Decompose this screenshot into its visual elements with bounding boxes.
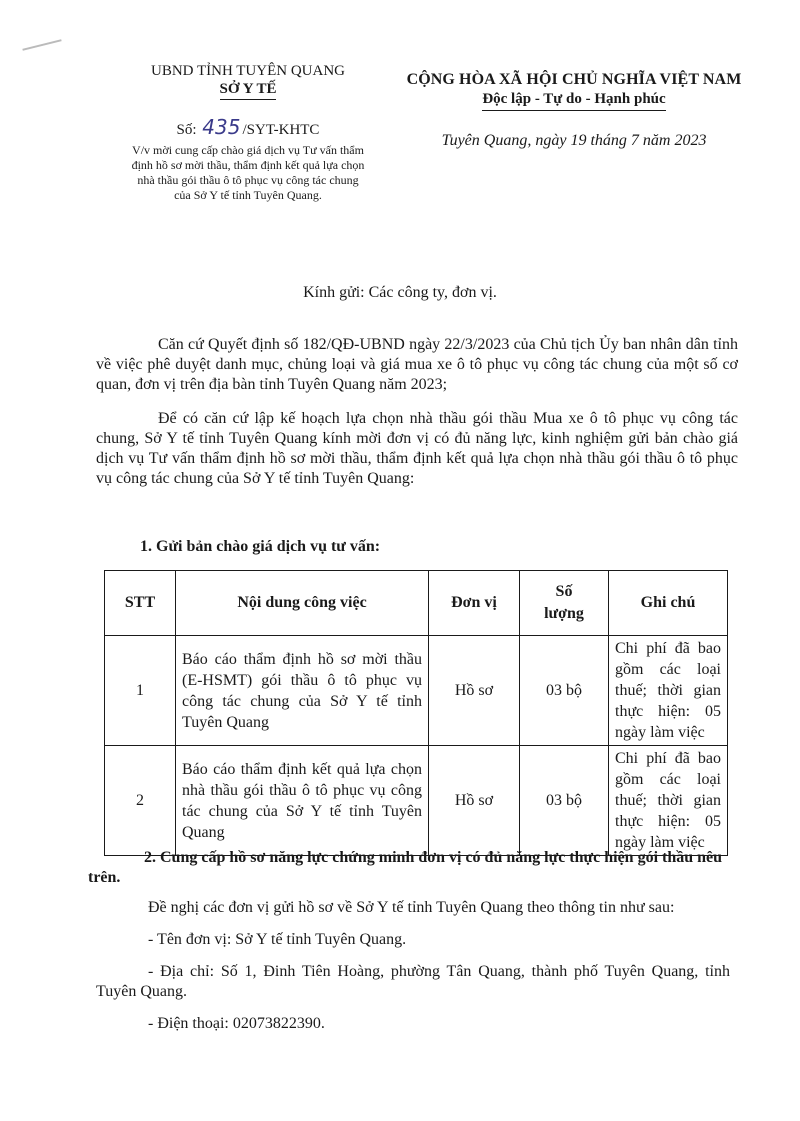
table-row (105, 746, 728, 856)
section-1-title: 1. Gửi bản chào giá dịch vụ tư vấn: (140, 538, 381, 555)
contact-phone: - Điện thoại: 02073822390. (148, 1015, 325, 1032)
motto: Độc lập - Tự do - Hạnh phúc (482, 90, 665, 111)
nation-block (384, 70, 764, 151)
doc-number-suffix: /SYT-KHTC (242, 122, 320, 138)
header-note: Ghi chú (609, 571, 728, 636)
contact-info (96, 898, 730, 1046)
issue-date: Tuyên Quang, ngày 19 tháng 7 năm 2023 (441, 132, 707, 149)
handwritten-number: 435 (202, 115, 241, 139)
request-text: Đề nghị các đơn vị gửi hồ sơ về Sở Y tế tỉnh Tuyên Quang theo thông tin như sau: (148, 899, 675, 916)
cell-note: Chi phí đã bao gồm các loại thuế; thời gian thực hiện: 05 ngày làm việc (609, 746, 728, 856)
table-header-row (105, 571, 728, 636)
issuer-block (130, 62, 366, 203)
contact-unit: - Tên đơn vị: Sở Y tế tỉnh Tuyên Quang. (148, 931, 407, 948)
scan-mark (22, 39, 61, 51)
doc-number-prefix: Số: (176, 122, 197, 138)
header-stt: STT (105, 571, 176, 636)
cell-stt: 1 (105, 636, 176, 746)
cell-quantity: 03 bộ (520, 746, 609, 856)
header-content: Nội dung công việc (176, 571, 429, 636)
agency-name: UBND TỈNH TUYÊN QUANG (150, 63, 346, 79)
paragraph: Để có căn cứ lập kế hoạch lựa chọn nhà thầu gói thầu Mua xe ô tô phục vụ công tác chung, Sở Y tế tỉnh Tuyên Quang kính mời đơn vị có đủ năng lực, kinh nghiệm gửi bản chào giá dịch vụ Tư vấn thẩm định hồ sơ mời thầu, thẩm định kết quả lựa chọn nhà thầu gói thầu ô tô phục vụ công tác chung của Sở Y tế tỉnh Tuyên Quang: (96, 410, 738, 487)
contact-address: - Địa chỉ: Số 1, Đinh Tiên Hoàng, phường Tân Quang, thành phố Tuyên Quang, tỉnh Tuyên Quang. (96, 963, 730, 1000)
cell-unit: Hồ sơ (429, 636, 520, 746)
cell-quantity: 03 bộ (520, 636, 609, 746)
header-quantity: Số lượng (520, 571, 609, 636)
paragraph: Căn cứ Quyết định số 182/QĐ-UBND ngày 22/3/2023 của Chủ tịch Ủy ban nhân dân tỉnh về việc phê duyệt danh mục, chủng loại và giá mua xe ô tô phục vụ công tác chung của một số cơ quan, đơn vị trên địa bàn tỉnh Tuyên Quang năm 2023; (96, 336, 738, 393)
cell-note: Chi phí đã bao gồm các loại thuế; thời gian thực hiện: 05 ngày làm việc (609, 636, 728, 746)
section-2-title: 2. Cung cấp hồ sơ năng lực chứng minh đơn vị có đủ năng lực thực hiện gói thầu nêu trên. (88, 849, 723, 886)
nation-title: CỘNG HÒA XÃ HỘI CHỦ NGHĨA VIỆT NAM (406, 71, 742, 88)
cell-content: Báo cáo thẩm định kết quả lựa chọn nhà thầu gói thầu ô tô phục vụ công tác chung của Sở Y tế tỉnh Tuyên Quang (176, 746, 429, 856)
cell-stt: 2 (105, 746, 176, 856)
table-row (105, 636, 728, 746)
department-name: SỞ Y TẾ (220, 80, 277, 100)
cell-unit: Hồ sơ (429, 746, 520, 856)
cell-content: Báo cáo thẩm định hồ sơ mời thầu (E-HSMT) gói thầu ô tô phục vụ công tác chung của Sở Y tế tỉnh Tuyên Quang (176, 636, 429, 746)
service-table (104, 570, 728, 856)
body-text (96, 335, 738, 503)
document-number (130, 115, 366, 139)
subject-line: V/v mời cung cấp chào giá dịch vụ Tư vấn thẩm định hồ sơ mời thầu, thẩm định kết quả lựa chọn nhà thầu gói thầu ô tô phục vụ công tác chung của Sở Y tế tỉnh Tuyên Quang. (131, 143, 365, 202)
greeting: Kính gửi: Các công ty, đơn vị. (303, 284, 497, 301)
header-unit: Đơn vị (429, 571, 520, 636)
